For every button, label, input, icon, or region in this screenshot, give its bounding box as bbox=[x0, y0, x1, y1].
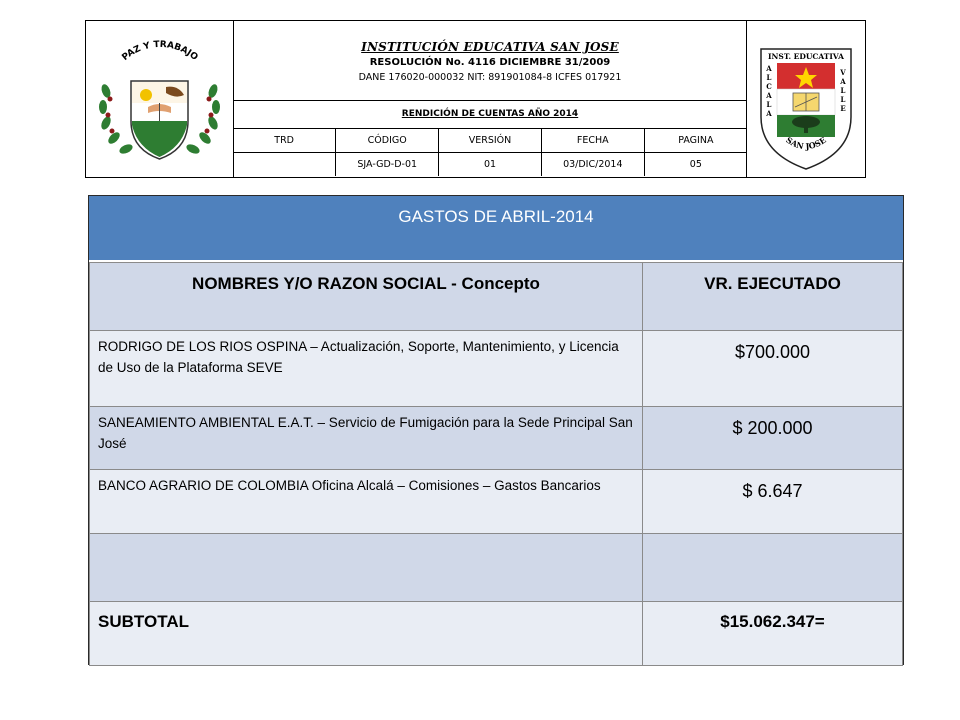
col-pagina: PAGINA bbox=[644, 129, 747, 153]
row-amount: $700.000 bbox=[734, 342, 811, 362]
subtotal-label: SUBTOTAL bbox=[98, 612, 189, 631]
table-row bbox=[90, 534, 903, 602]
row-amount bbox=[643, 534, 902, 545]
val-trd bbox=[233, 153, 336, 177]
resolution-line: RESOLUCIÓN No. 4116 DICIEMBRE 31/2009 bbox=[369, 57, 611, 68]
subtotal-row bbox=[90, 602, 903, 666]
svg-text:L: L bbox=[840, 86, 846, 95]
svg-text:INST. EDUCATIVA: INST. EDUCATIVA bbox=[768, 52, 844, 61]
svg-text:A: A bbox=[766, 109, 772, 118]
document-control-table bbox=[233, 129, 747, 176]
svg-text:L: L bbox=[766, 73, 772, 82]
document-header bbox=[85, 20, 866, 178]
report-title: RENDICIÓN DE CUENTAS AÑO 2014 bbox=[233, 101, 747, 129]
row-amount: $ 6.647 bbox=[742, 481, 803, 501]
table-row bbox=[90, 331, 903, 407]
header-info bbox=[233, 21, 747, 177]
svg-text:A: A bbox=[766, 64, 772, 73]
svg-text:SAN JOSE: SAN JOSE bbox=[784, 134, 828, 152]
svg-text:L: L bbox=[766, 100, 772, 109]
header-name-concept: NOMBRES Y/O RAZON SOCIAL - Concepto bbox=[90, 263, 643, 331]
svg-text:A: A bbox=[766, 91, 772, 100]
school-name: INSTITUCIÓN EDUCATIVA SAN JOSE bbox=[361, 40, 619, 54]
header-amount: VR. EJECUTADO bbox=[643, 263, 903, 331]
svg-text:L: L bbox=[840, 95, 846, 104]
svg-text:PAZ Y TRABAJO: PAZ Y TRABAJO bbox=[120, 39, 200, 63]
table-row bbox=[90, 407, 903, 470]
val-version: 01 bbox=[439, 153, 542, 177]
row-description: RODRIGO DE LOS RIOS OSPINA – Actualización, Soporte, Mantenimiento, y Licencia de Uso de la Plataforma SEVE bbox=[98, 339, 619, 375]
inst-educativa-shield-icon bbox=[747, 21, 865, 177]
table-header-row bbox=[90, 263, 903, 331]
svg-text:V: V bbox=[840, 68, 846, 77]
val-pagina: 05 bbox=[689, 159, 702, 170]
table-row bbox=[90, 470, 903, 534]
val-codigo: SJA-GD-D-01 bbox=[336, 153, 439, 177]
paz-y-trabajo-crest-icon bbox=[86, 21, 233, 177]
col-codigo: CÓDIGO bbox=[336, 129, 439, 153]
svg-text:A: A bbox=[840, 77, 846, 86]
row-description bbox=[90, 534, 642, 539]
subtotal-amount: $15.062.347= bbox=[720, 612, 825, 631]
school-crest-right bbox=[746, 21, 865, 177]
svg-text:E: E bbox=[840, 104, 846, 113]
svg-text:C: C bbox=[766, 82, 772, 91]
school-crest-left bbox=[86, 21, 234, 177]
expenses-title: GASTOS DE ABRIL-2014 bbox=[89, 196, 903, 262]
row-amount: $ 200.000 bbox=[732, 418, 813, 438]
row-description: BANCO AGRARIO DE COLOMBIA Oficina Alcalá – Comisiones – Gastos Bancarios bbox=[98, 478, 601, 493]
val-fecha: 03/DIC/2014 bbox=[541, 153, 644, 177]
expenses-panel bbox=[88, 195, 904, 665]
col-trd: TRD bbox=[233, 129, 336, 153]
col-fecha: FECHA bbox=[541, 129, 644, 153]
expenses-table bbox=[89, 262, 903, 666]
registration-line: DANE 176020-000032 NIT: 891901084-8 ICFES 017921 bbox=[358, 72, 622, 83]
row-description: SANEAMIENTO AMBIENTAL E.A.T. – Servicio de Fumigación para la Sede Principal San José bbox=[98, 415, 633, 451]
col-version: VERSIÓN bbox=[439, 129, 542, 153]
